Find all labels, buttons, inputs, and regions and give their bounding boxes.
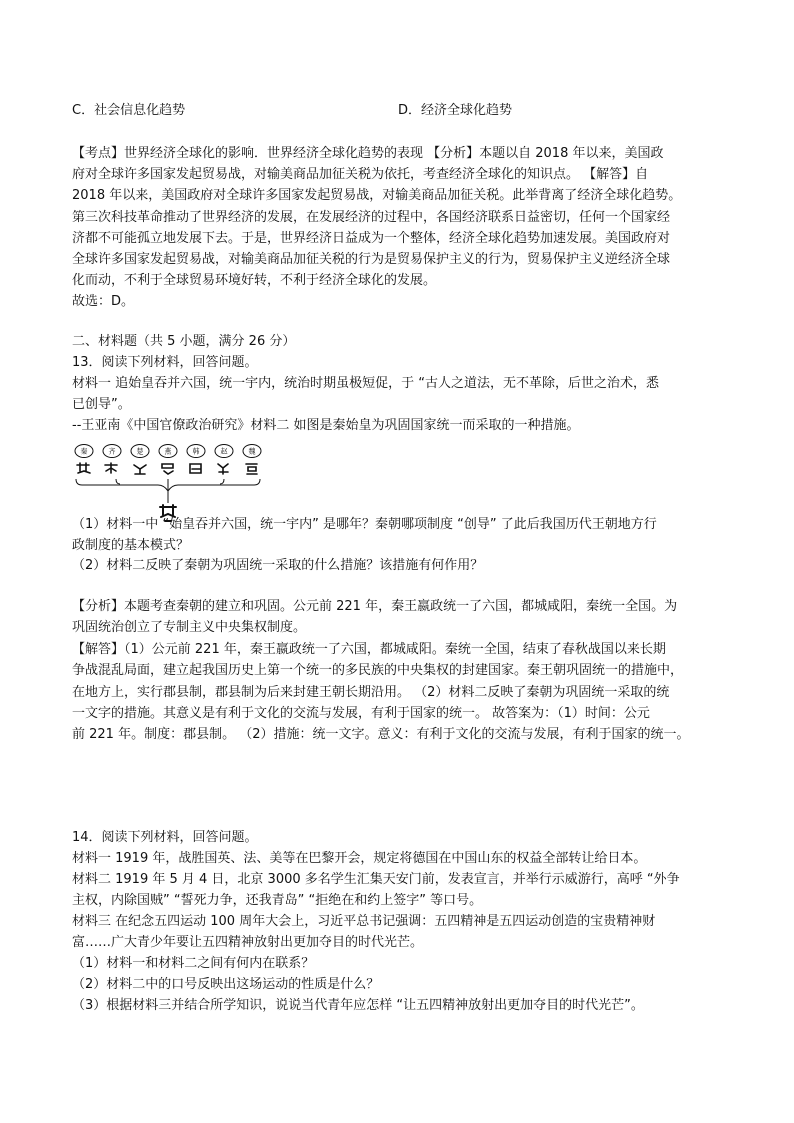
q14-line: 材料二 1919 年 5 月 4 日，北京 3000 多名学生汇集天安门前，发表宣言，并举行示威游行，高呼 “外争 [72,872,680,887]
ancient-char-glyph [246,464,257,474]
q12-line: 济都不可能孤立地发展下去。于是，世界经济日益成为一个整体，经济全球化趋势加速发展。美国政府对 [72,231,671,246]
q13-question: （2）材料二反映了秦朝为巩固统一采取的什么措施？该措施有何作用？ [72,558,484,573]
state-label: 楚 [136,447,144,456]
option-c: C．社会信息化趋势 [72,103,186,118]
q14-line: 富……广大青少年要让五四精神放射出更加夺目的时代光芒。 [72,935,424,950]
ancient-char-glyph [190,464,201,473]
option-d: D．经济全球化趋势 [398,103,513,118]
state-label: 魏 [248,447,256,456]
section-header: 二、材料题（共 5 小题，满分 26 分） [72,334,296,349]
q12-line: 2018 年以来，美国政府对全球许多国家发起贸易战，对输美商品加征关税。此举背离了经济全球化趋势。 [72,188,682,203]
q13-question: （1）材料一中 “始皇吞并六国，统一宇内” 是哪年？秦朝哪项制度 “创导” 了此后我国历代王朝地方行 [72,517,657,532]
q14-question: （3）根据材料三并结合所学知识，说说当代青年应怎样 “让五四精神放射出更加夺目的时代光芒”。 [72,998,644,1013]
q12-answer-choice: 故选：D。 [72,294,135,309]
q13-line: 材料一 追始皇吞并六国，统一宇内，统治时期虽极短促，于 “古人之道法，无不革除，后世之治术，悉 [72,376,660,391]
q13-answer: 争战混乱局面，建立起我国历史上第一个统一的多民族的中央集权的封建国家。秦王朝巩固统一的措施中， [72,663,684,678]
q12-line: 化而动，不利于全球贸易环境好转，不利于经济全球化的发展。 [72,273,437,288]
q13-answer: 巩固统治创立了专制主义中央集权制度。 [72,620,307,635]
q12-line: 【考点】世界经济全球化的影响．世界经济全球化趋势的表现 【分析】本题以自 2018 年以来，美国政 [72,146,664,161]
q13-question: 政制度的基本模式？ [72,538,190,553]
q12-line: 全球许多国家发起贸易战，对输美商品加征关税的行为是贸易保护主义的行为，贸易保护主义逆经济全球 [72,252,671,267]
ancient-char-glyph [218,464,228,474]
brace-line [220,479,224,484]
ancient-char-glyph [134,465,146,474]
q14-line: 主权，内除国贼” “誓死力争，还我青岛” “拒绝在和约上签字” 等口号。 [72,893,483,908]
ancient-char-glyph [77,463,90,473]
state-label: 韩 [192,447,200,456]
q13-line: --王亚南《中国官僚政治研究》材料二 如图是秦始皇为巩固国家统一而采取的一种措施。 [72,418,580,433]
q13-line: 已创导”。 [72,397,131,412]
q13-line: 13．阅读下列材料，回答问题。 [72,355,258,370]
q14-question: （2）材料二中的口号反映出这场运动的性质是什么？ [72,977,380,992]
q14-line: 材料一 1919 年，战胜国英、法、美等在巴黎开会，规定将德国在中国山东的权益全部转让给日本。 [72,851,647,866]
q14-question: （1）材料一和材料二之间有何内在联系？ [72,956,315,971]
q13-answer: 一文字的措施。其意义是有利于文化的交流与发展，有利于国家的统一。 故答案为：（1）时间：公元 [72,706,650,721]
state-label: 齐 [108,447,116,456]
state-label: 燕 [164,447,172,456]
ancient-char-glyph [162,464,173,474]
state-label: 秦 [80,447,88,456]
brace-line [116,479,120,484]
q13-answer: 【解答】（1）公元前 221 年，秦王嬴政统一了六国，都城咸阳。秦统一全国，结束了春秋战国以来长期 [72,642,666,657]
q13-answer: 前 221 年。制度：郡县制。 （2）措施：统一文字。意义：有利于文化的交流与发展，有利于国家的统一。 [72,727,690,742]
q12-line: 第三次科技革命推动了世界经济的发展，在发展经济的过程中，各国经济联系日益密切，任何一个国家经 [72,210,671,225]
q14-line: 材料三 在纪念五四运动 100 周年大会上，习近平总书记强调：五四精神是五四运动创造的宝贵精神财 [72,914,656,929]
q14-line: 14．阅读下列材料，回答问题。 [72,830,258,845]
state-label: 赵 [220,447,228,456]
script-unification-diagram [72,443,262,525]
q12-line: 府对全球许多国家发起贸易战，对输美商品加征关税为依托，考查经济全球化的知识点。 【解答】自 [72,167,649,182]
ancient-char-glyph [105,463,117,473]
q13-answer: 【分析】本题考查秦朝的建立和巩固。公元前 221 年，秦王嬴政统一了六国，都城咸阳，秦统一全国。为 [72,599,678,614]
q13-answer: 在地方上，实行郡县制，郡县制为后来封建王朝长期沿用。 （2）材料二反映了秦朝为巩固统一采取的统 [72,685,670,700]
